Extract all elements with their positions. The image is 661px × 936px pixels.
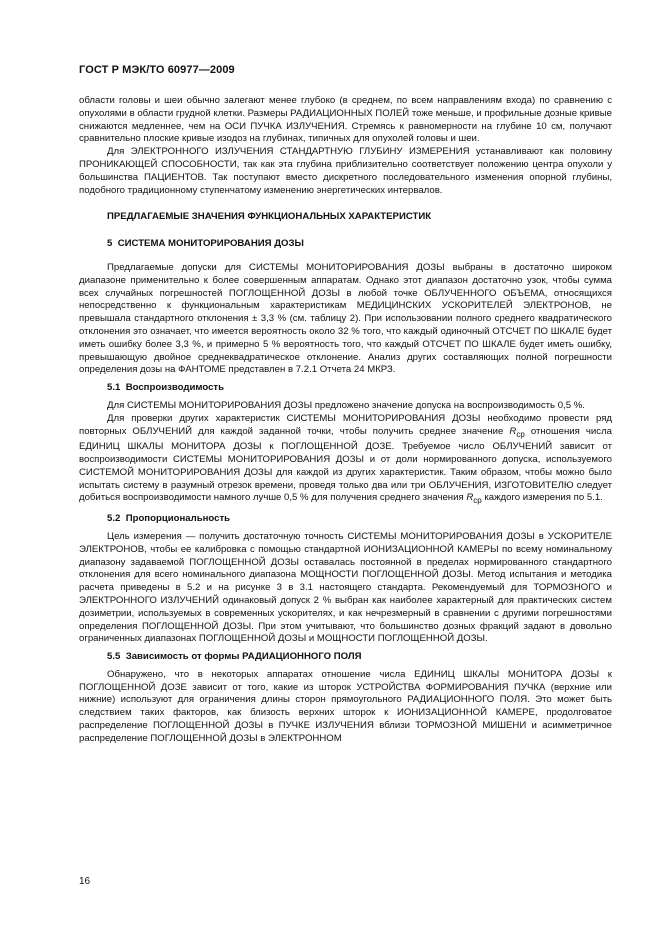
- paragraph-7: Обнаружено, что в некоторых аппаратах отношение числа ЕДИНИЦ ШКАЛЫ МОНИТОРА ДОЗЫ к ПОГЛОЩЕННОЙ ДОЗЕ зависит от того, какие из шторок УСТРОЙСТВА ФОРМИРОВАНИЯ ПУЧКА (верхние или нижние) используют для ограничения длины сторон прямоугольного РАДИАЦИОННОГО ПОЛЯ. Это может быть следствием таких факторов, как близость верхних шторок к ИОНИЗАЦИОННОЙ КАМЕРЕ, продолговатое распределение ПОГЛОЩЕННОЙ ДОЗЫ в ПУЧКЕ ИЗЛУЧЕНИЯ вблизи ТОРМОЗНОЙ МИШЕНИ и асимметричное распределение ПОГЛОЩЕННОЙ ДОЗЫ в ЭЛЕКТРОННОМ: [79, 668, 612, 744]
- r-mean-subscript: ср: [516, 429, 525, 439]
- heading-number: 5: [107, 238, 113, 250]
- heading-text: СИСТЕМА МОНИТОРИРОВАНИЯ ДОЗЫ: [117, 238, 304, 250]
- page-number: 16: [79, 876, 91, 887]
- heading-text: Воспроизводимость: [125, 382, 224, 394]
- r-symbol-base: R: [509, 425, 517, 437]
- paragraph-5-part-c: каждого измерения по 5.1.: [481, 492, 603, 504]
- r-mean-subscript: ср: [473, 496, 482, 506]
- section-heading-5-1: [79, 382, 612, 395]
- heading-number: 5.1: [107, 382, 121, 394]
- heading-text: Пропорциональность: [125, 513, 231, 525]
- paragraph-2: Для ЭЛЕКТРОННОГО ИЗЛУЧЕНИЯ СТАНДАРТНУЮ ГЛУБИНУ ИЗМЕРЕНИЯ устанавливают как половину ПРОНИКАЮЩЕЙ СПОСОБНОСТИ, так как эта глубина приблизительно соответствует положению центра опухоли у большинства ПАЦИЕНТОВ. Так поступают вместо дискретного последовательного изменения опорной глубины, подобного традиционному ступенчатому изменению энергетических интервалов.: [79, 146, 612, 196]
- r-symbol-base: R: [466, 492, 474, 504]
- paragraph-5-part-a: Для проверки других характеристик СИСТЕМЫ МОНИТОРИРОВАНИЯ ДОЗЫ необходимо провести ряд повторных ОБЛУЧЕНИЙ для каждой заданной точки, чтобы получить среднее значение: [79, 412, 612, 437]
- section-heading-main: ПРЕДЛАГАЕМЫЕ ЗНАЧЕНИЯ ФУНКЦИОНАЛЬНЫХ ХАРАКТЕРИСТИК: [107, 211, 432, 223]
- page-header-title: ГОСТ Р МЭК/ТО 60977—2009: [79, 64, 235, 76]
- paragraph-6: Цель измерения — получить достаточную точность СИСТЕМЫ МОНИТОРИРОВАНИЯ ДОЗЫ в УСКОРИТЕЛЕ ЭЛЕКТРОНОВ, чтобы ее калибровка с помощью стандартной ИОНИЗАЦИОННОЙ КАМЕРЫ по всему номинальному диапазону задаваемой ПОГЛОЩЕННОЙ ДОЗЫ оставалась постоянной в пределах нормированного стандартного отклонения для всего номинального диапазона МОЩНОСТИ ПОГЛОЩЕННОЙ ДОЗЫ. Метод испытания и методика расчета приведены в 5.2 и на рисунке 3 в 3.1 настоящего стандарта. Рекомендуемый для ТОРМОЗНОГО и ЭЛЕКТРОННОГО ИЗЛУЧЕНИЙ одинаковый допуск 2 % выбран как наиболее характерный для практических систем дозиметрии, используемых в современных ускорителях, и как нечрезмерный в сравнении с другими погрешностями определения ПОГЛОЩЕННОЙ ДОЗЫ. При этом учитывают, что большинство дозных фракций задают в довольно ограниченных диапазонах ПОГЛОЩЕННОЙ ДОЗЫ и МОЩНОСТИ ПОГЛОЩЕННОЙ ДОЗЫ.: [79, 530, 612, 645]
- paragraph-5-part-b: отношения числа ЕДИНИЦ ШКАЛЫ МОНИТОРА ДОЗЫ к ПОГЛОЩЕННОЙ ДОЗЕ. Требуемое число ОБЛУЧЕНИЙ зависит от воспроизводимости СИСТЕМЫ МОНИТОРИРОВАНИЯ ДОЗЫ и от доли нормированного допуска, используемого СИСТЕМОЙ МОНИТОРИРОВАНИЯ ДОЗЫ для каждой из других характеристик. Таким образом, чтобы можно было испытать систему в разумный отрезок времени, проведя только два или три ОБЛУЧЕНИЯ, ИЗГОТОВИТЕЛЮ следует добиться воспроизводимости намного лучше 0,5 % для получения среднего значения: [79, 425, 612, 504]
- page-body: [79, 95, 612, 746]
- heading-number: 5.2: [107, 513, 121, 525]
- paragraph-4: Для СИСТЕМЫ МОНИТОРИРОВАНИЯ ДОЗЫ предложено значение допуска на воспроизводимость 0,5 %.: [107, 399, 585, 411]
- paragraph-3: Предлагаемые допуски для СИСТЕМЫ МОНИТОРИРОВАНИЯ ДОЗЫ выбраны в достаточно широком диапазоне применительно к более совершенным аппаратам. Однако этот диапазон достаточно узок, чтобы сумма всех случайных погрешностей ПОГЛОЩЕННОЙ ДОЗЫ в любой точке ОБЛУЧЕННОГО ОБЪЕМА, относящихся непосредственно к функциональным характеристикам МЕДИЦИНСКИХ УСКОРИТЕЛЕЙ ЭЛЕКТРОНОВ, не превышала стандартного отклонения ± 3,3 % (см. таблицу 2). При использовании полного среднего квадратического отклонения это означает, что имеется вероятность около 32 % того, что каждый одиночный ОТСЧЕТ ПО ШКАЛЕ будет иметь ошибку более 3,3 %, и примерно 5 % вероятность того, что каждый ОТСЧЕТ ПО ШКАЛЕ будет иметь ошибку, превышающую двойное среднеквадратическое отклонение. Анализ других составляющих полной погрешности определения дозы на ФАНТОМЕ представлен в 7.2.1 Отчета 24 МКРЗ.: [79, 261, 612, 376]
- paragraph-5: [79, 413, 612, 508]
- heading-number: 5.5: [107, 651, 121, 663]
- section-heading-5-2: [79, 513, 612, 526]
- paragraph-1: области головы и шеи обычно залегают менее глубоко (в среднем, по всем направлениям входа) по сравнению с опухолями в области грудной клетки. Размеры РАДИАЦИОННЫХ ПОЛЕЙ тоже меньше, и профильные дозные кривые снижаются медленнее, чем на ОСИ ПУЧКА ИЗЛУЧЕНИЯ. Стремясь к равномерности на глубине 10 см, получают сравнительно плоские кривые изодоз на глубинах, типичных для опухолей головы и шеи.: [79, 95, 612, 145]
- heading-text: Зависимость от формы РАДИАЦИОННОГО ПОЛЯ: [125, 651, 362, 663]
- section-heading-5: [79, 238, 612, 251]
- section-heading-5-5: [79, 651, 612, 664]
